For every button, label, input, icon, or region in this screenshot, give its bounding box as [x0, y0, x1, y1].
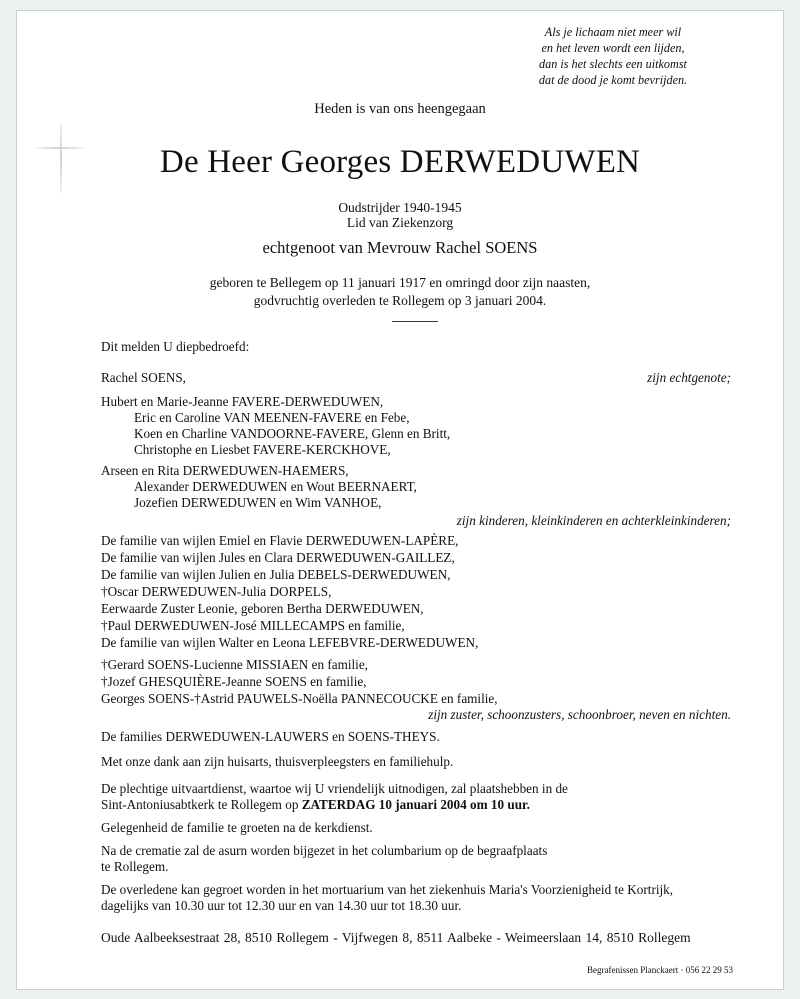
- cremation-line: te Rollegem.: [101, 859, 169, 874]
- service-line: De plechtige uitvaartdienst, waartoe wij U vriendelijk uitnodigen, zal plaatshebben in de: [101, 781, 568, 796]
- family-line: De familie van wijlen Walter en Leona LEFEBVRE-DERWEDUWEN,: [101, 635, 479, 650]
- death-notice-card: [16, 10, 784, 990]
- divider: [392, 321, 438, 322]
- cremation-line: Na de crematie zal de asurn worden bijgezet in het columbarium op de begraafplaats: [101, 843, 548, 858]
- siblings-role: zijn zuster, schoonzusters, schoonbroer, neven en nichten.: [428, 707, 731, 722]
- family-line: Koen en Charline VANDOORNE-FAVERE, Glenn en Britt,: [134, 426, 451, 441]
- title-member: Lid van Ziekenzorg: [346, 215, 454, 230]
- deceased-name: De Heer Georges DERWEDUWEN: [159, 144, 641, 180]
- family-line: Arseen en Rita DERWEDUWEN-HAEMERS,: [101, 463, 349, 478]
- family-line: Alexander DERWEDUWEN en Wout BEERNAERT,: [134, 479, 417, 494]
- death-line: godvruchtig overleden te Rollegem op 3 januari 2004.: [253, 293, 547, 308]
- service-date: ZATERDAG 10 januari 2004 om 10 uur.: [301, 797, 530, 812]
- family-line: †Paul DERWEDUWEN-José MILLECAMPS en familie,: [101, 618, 405, 633]
- title-veteran: Oudstrijder 1940-1945: [338, 200, 462, 215]
- family-line: Eerwaarde Zuster Leonie, geboren Bertha DERWEDUWEN,: [101, 601, 424, 616]
- spouse-line: echtgenoot van Mevrouw Rachel SOENS: [262, 238, 538, 257]
- family-line: †Gerard SOENS-Lucienne MISSIAEN en familie,: [101, 657, 368, 672]
- mortuary-line: De overledene kan gegroet worden in het mortuarium van het ziekenhuis Maria's Voorzienigheid te Kortrijk,: [101, 882, 674, 897]
- addresses: Oude Aalbeeksestraat 28, 8510 Rollegem - Vijfwegen 8, 8511 Aalbeke - Weimeerslaan 14, 8510 Rollegem: [101, 930, 691, 945]
- family-line: De familie van wijlen Julien en Julia DEBELS-DERWEDUWEN,: [101, 567, 451, 582]
- service-line-date: [101, 797, 530, 813]
- family-line: Georges SOENS-†Astrid PAUWELS-Noëlla PANNECOUCKE en familie,: [101, 691, 498, 706]
- thanks-text: Met onze dank aan zijn huisarts, thuisverpleegsters en familiehulp.: [101, 754, 454, 769]
- poem-line: dat de dood je komt bevrijden.: [538, 73, 688, 87]
- undertaker: Begrafenissen Planckaert · 056 22 29 53: [587, 965, 733, 975]
- poem-line: Als je lichaam niet meer wil: [544, 25, 682, 39]
- greeting-text: Gelegenheid de familie te groeten na de kerkdienst.: [101, 820, 373, 835]
- poem-line: dan is het slechts een uitkomst: [539, 57, 687, 71]
- family-line: Hubert en Marie-Jeanne FAVERE-DERWEDUWEN,: [101, 394, 384, 409]
- poem-line: en het leven wordt een lijden,: [541, 41, 685, 55]
- family-line: De familie van wijlen Jules en Clara DERWEDUWEN-GAILLEZ,: [101, 550, 455, 565]
- intro-text: Heden is van ons heengegaan: [314, 101, 486, 117]
- family-line: De familie van wijlen Emiel en Flavie DERWEDUWEN-LAPÈRE,: [101, 533, 459, 548]
- family-line: †Jozef GHESQUIÈRE-Jeanne SOENS en familie,: [101, 674, 367, 689]
- announce-text: Dit melden U diepbedroefd:: [101, 339, 250, 354]
- family-line: Jozefien DERWEDUWEN en Wim VANHOE,: [134, 495, 382, 510]
- wife-name: Rachel SOENS,: [101, 370, 186, 385]
- birth-line: geboren te Bellegem op 11 januari 1917 en omringd door zijn naasten,: [209, 275, 591, 290]
- family-line: Christophe en Liesbet FAVERE-KERCKHOVE,: [134, 442, 391, 457]
- families-text: De families DERWEDUWEN-LAUWERS en SOENS-THEYS.: [101, 729, 440, 744]
- family-line: †Oscar DERWEDUWEN-Julia DORPELS,: [101, 584, 332, 599]
- church-text: Sint-Antoniusabtkerk te Rollegem op: [101, 797, 302, 812]
- poem: [493, 24, 733, 88]
- family-line: Eric en Caroline VAN MEENEN-FAVERE en Febe,: [134, 410, 410, 425]
- wife-role: zijn echtgenote;: [647, 370, 731, 385]
- children-role: zijn kinderen, kleinkinderen en achterkleinkinderen;: [456, 513, 731, 528]
- birth-death-info: [17, 274, 783, 310]
- mortuary-line: dagelijks van 10.30 uur tot 12.30 uur en van 14.30 uur tot 18.30 uur.: [101, 898, 462, 913]
